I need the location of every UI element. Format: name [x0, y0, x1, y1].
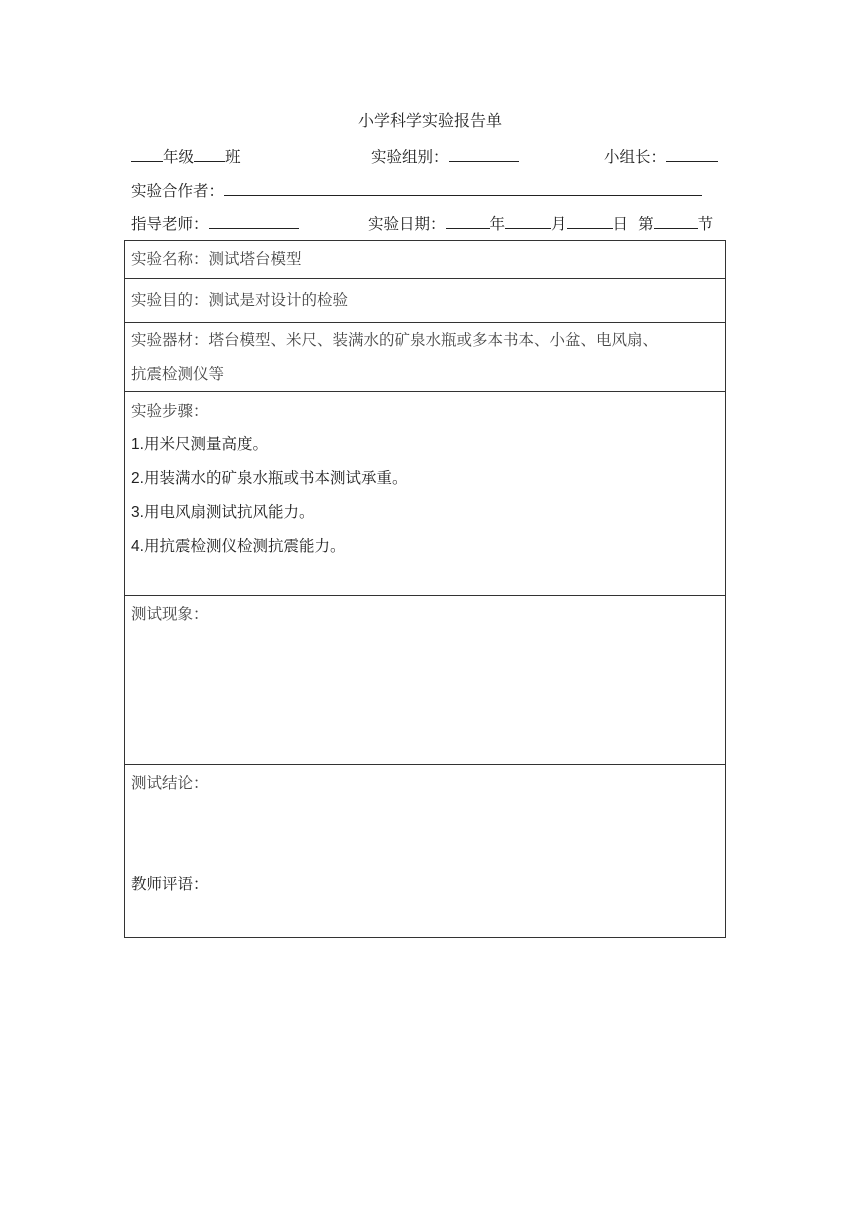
- group-label: 实验组别：: [371, 148, 449, 166]
- date-line: [368, 214, 713, 233]
- step-item: 4.用抗震检测仪检测抗震能力。: [131, 537, 346, 555]
- comment-label: 教师评语：: [131, 875, 209, 893]
- row-name: [125, 241, 725, 279]
- row-purpose: [125, 279, 725, 323]
- leader-line: [604, 147, 718, 166]
- equipment-line-2: 抗震检测仪等: [131, 365, 225, 383]
- date-label: 实验日期：: [368, 215, 446, 233]
- conclusion-label: 测试结论：: [131, 774, 209, 792]
- period-prefix: 第: [638, 215, 654, 233]
- experiment-purpose: 实验目的：测试是对设计的检验: [131, 291, 349, 309]
- teacher-line: [131, 214, 299, 233]
- partners-blank[interactable]: [224, 181, 702, 196]
- experiment-name: 实验名称：测试塔台模型: [131, 250, 302, 268]
- phenomenon-label: 测试现象：: [131, 605, 209, 623]
- period-suffix: 节: [697, 215, 714, 233]
- class-label: 班: [225, 148, 241, 166]
- group-blank[interactable]: [449, 147, 519, 162]
- grade-blank[interactable]: [131, 147, 163, 162]
- step-item: 3.用电风扇测试抗风能力。: [131, 503, 315, 521]
- partners-label: 实验合作者：: [131, 182, 225, 200]
- grade-label: 年级: [163, 148, 195, 166]
- month-label: 月: [551, 215, 567, 233]
- day-blank[interactable]: [567, 214, 613, 229]
- grade-class-line: [131, 147, 241, 166]
- step-item: 1.用米尺测量高度。: [131, 435, 268, 453]
- class-blank[interactable]: [194, 147, 225, 162]
- partners-line: [131, 181, 702, 200]
- teacher-blank[interactable]: [209, 214, 299, 229]
- row-phenomenon: [125, 596, 725, 765]
- teacher-label: 指导老师：: [131, 215, 209, 233]
- row-equipment: [125, 323, 725, 392]
- row-steps: [125, 392, 725, 596]
- steps-label: 实验步骤：: [131, 402, 209, 420]
- report-table: [124, 240, 726, 938]
- day-label: 日: [612, 215, 629, 233]
- period-blank[interactable]: [654, 214, 698, 229]
- page-title: 小学科学实验报告单: [357, 111, 502, 130]
- year-blank[interactable]: [446, 214, 490, 229]
- equipment-line-1: 实验器材：塔台模型、米尺、装满水的矿泉水瓶或多本书本、小盆、电风扇、: [131, 331, 659, 349]
- leader-blank[interactable]: [666, 147, 718, 162]
- group-line: [371, 147, 519, 166]
- year-label: 年: [489, 215, 506, 233]
- leader-label: 小组长：: [604, 148, 667, 166]
- step-item: 2.用装满水的矿泉水瓶或书本测试承重。: [131, 469, 408, 487]
- month-blank[interactable]: [505, 214, 551, 229]
- row-conclusion: [125, 765, 725, 937]
